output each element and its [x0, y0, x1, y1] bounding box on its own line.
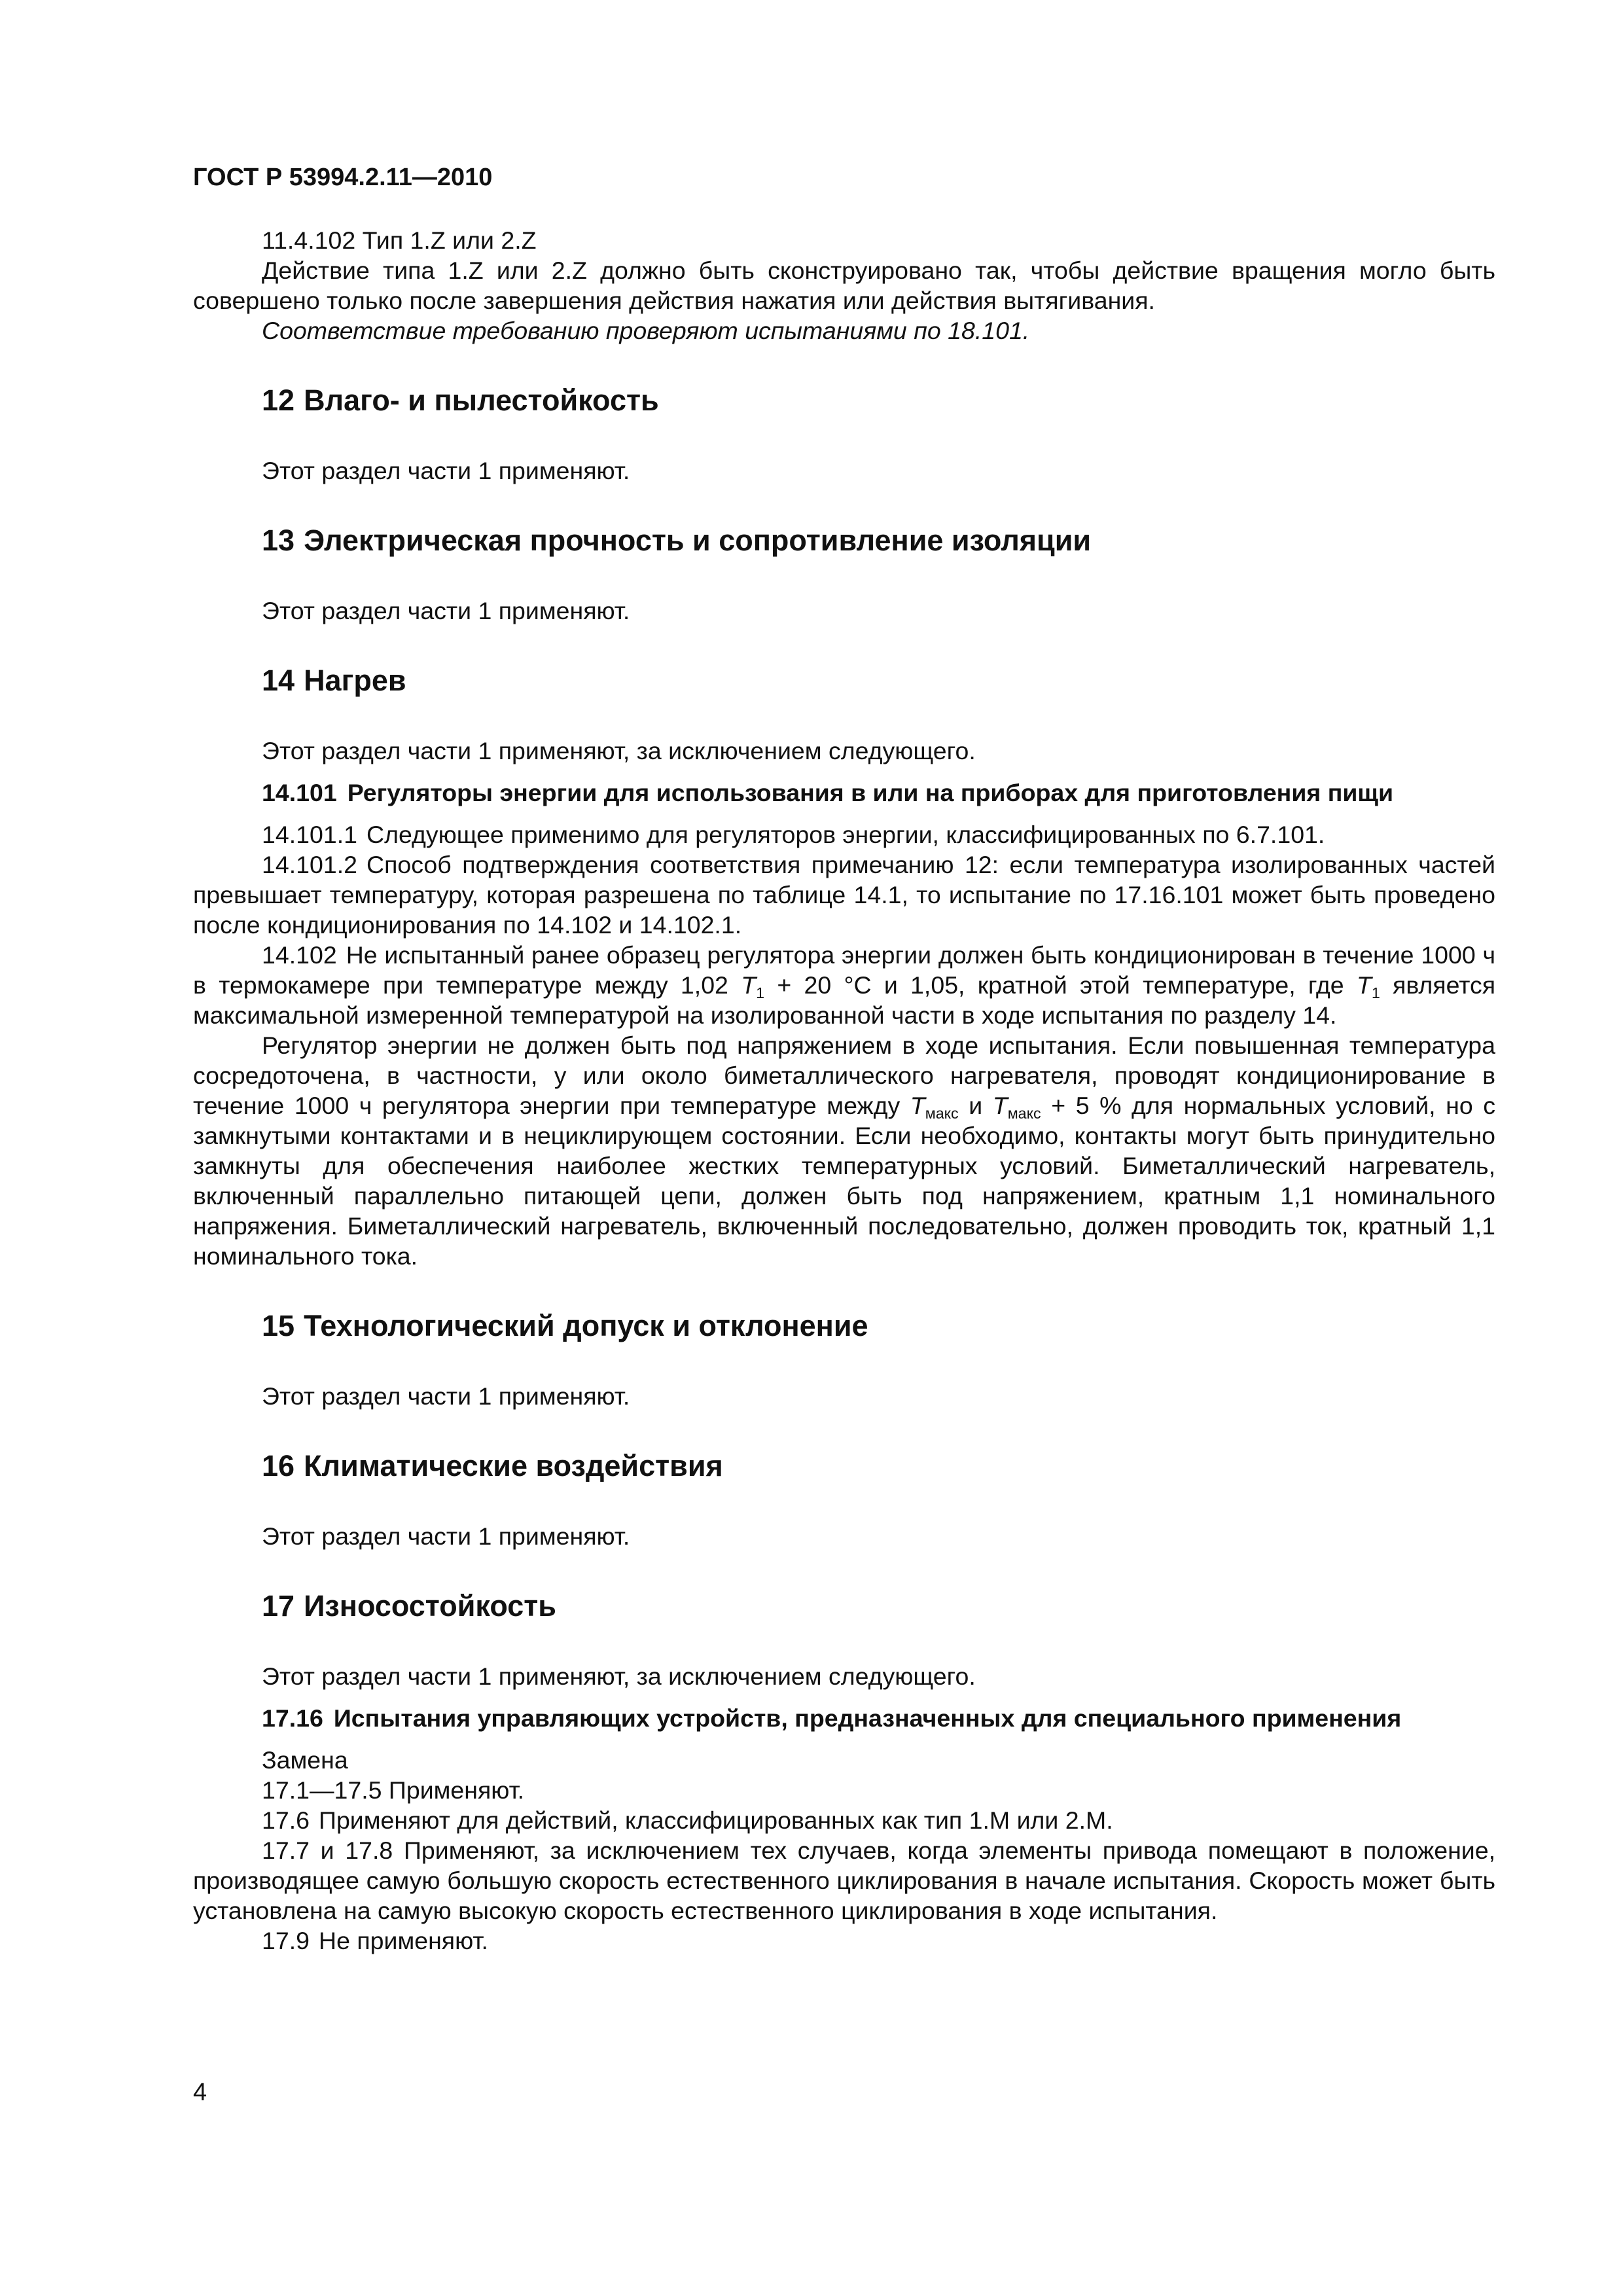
section-16-text: Этот раздел части 1 применяют. [262, 1522, 630, 1550]
clause-17-9-number: 17.9 [262, 1927, 310, 1954]
section-17-text: Этот раздел части 1 применяют, за исключением следующего. [262, 1662, 976, 1690]
clause-14-102 [193, 940, 1495, 1030]
symbol-tmax-subscript: макс [1007, 1104, 1041, 1122]
section-12-text: Этот раздел части 1 применяют. [262, 457, 630, 484]
symbol-t1: T [741, 971, 757, 999]
section-15-heading [193, 1308, 1495, 1344]
clause-17-9-text: Не применяют. [319, 1927, 488, 1954]
section-17-title: Износостойкость [304, 1589, 556, 1623]
section-15-text: Этот раздел части 1 применяют. [262, 1382, 630, 1410]
section-13-text: Этот раздел части 1 применяют. [262, 597, 630, 624]
section-15-number: 15 [262, 1309, 295, 1342]
clause-17-6-number: 17.6 [262, 1806, 310, 1834]
clause-14-102-p2-text-b: + 5 % для нормальных условий, но с замкнутыми контактами и в нециклирующем состоянии. Если необходимо, контакты могут быть принудительно замкнуты для обеспечения наиболее жестких температурных условий. Биметаллический нагреватель, включенный параллельно питающей цепи, должен быть под напряжением, кратным 1,1 номинального напряжения. Биметаллический нагреватель, включенный последовательно, должен проводить ток, кратный 1,1 номинального тока. [193, 1092, 1495, 1270]
clause-11-4-102-title: 11.4.102 Тип 1.Z или 2.Z [262, 226, 537, 254]
clause-14-102-p2-and: и [969, 1092, 983, 1119]
clause-17-16-heading [193, 1703, 1495, 1733]
clause-14-101-2 [193, 850, 1495, 940]
clause-11-4-102-text: Действие типа 1.Z или 2.Z должно быть сконструировано так, чтобы действие вращения могло быть совершено только после завершения действия нажатия или действия вытягивания. [193, 257, 1495, 314]
clause-14-101-1-number: 14.101.1 [262, 821, 357, 848]
clause-14-101-heading [193, 778, 1495, 808]
clause-17-9 [193, 1926, 1495, 1956]
section-12-title: Влаго- и пылестойкость [304, 384, 659, 417]
clause-17-16-replace: Замена [262, 1746, 348, 1774]
clause-14-101-number: 14.101 [262, 779, 337, 806]
clause-14-101-title: Регуляторы энергии для использования в или на приборах для приготовления пищи [347, 779, 1394, 806]
clause-17-7-17-8-number: 17.7 и 17.8 [262, 1837, 393, 1864]
section-14-title: Нагрев [304, 664, 406, 697]
clause-14-101-1-text: Следующее применимо для регуляторов энергии, классифицированных по 6.7.101. [366, 821, 1325, 848]
clause-14-101-1 [193, 819, 1495, 850]
section-13-number: 13 [262, 524, 295, 557]
clause-14-101-2-text: Способ подтверждения соответствия примечанию 12: если температура изолированных частей превышает температуру, которая разрешена по таблице 14.1, то испытание по 17.16.101 может быть проведено после кондиционирования по 14.102 и 14.102.1. [193, 851, 1495, 939]
document-body [193, 225, 1495, 1956]
clause-14-102-p2-text-a: Регулятор энергии не должен быть под напряжением в ходе испытания. Если повышенная температура сосредоточена, в частности, у или около биметаллического нагревателя, проводят кондиционирование в течение 1000 ч регулятора энергии при температуре между [193, 1031, 1495, 1119]
clause-17-6-text: Применяют для действий, классифицированных как тип 1.М или 2.М. [319, 1806, 1113, 1834]
clause-14-101-2-number: 14.101.2 [262, 851, 357, 878]
page-number: 4 [193, 2079, 207, 2106]
clause-14-102-paragraph-2 [193, 1030, 1495, 1271]
clause-17-16-title: Испытания управляющих устройств, предназначенных для специального применения [333, 1704, 1402, 1732]
clause-14-102-text-a: Не испытанный ранее образец регулятора энергии должен быть кондиционирован в течение 1000 ч в термокамере при температуре между 1,02 [193, 941, 1495, 999]
section-12-number: 12 [262, 384, 295, 417]
section-16-title: Климатические воздействия [304, 1449, 723, 1482]
section-14-number: 14 [262, 664, 295, 697]
section-14-text: Этот раздел части 1 применяют, за исключением следующего. [262, 737, 976, 764]
section-12-heading [193, 382, 1495, 419]
clause-17-6 [193, 1805, 1495, 1835]
clause-17-1-17-5: 17.1—17.5 Применяют. [262, 1776, 525, 1804]
standard-number-header: ГОСТ Р 53994.2.11—2010 [193, 164, 493, 191]
symbol-t1-subscript: 1 [756, 984, 765, 1001]
clause-11-4-102-check: Соответствие требованию проверяют испытаниями по 18.101. [262, 317, 1030, 344]
clause-14-102-text-c: является максимальной измеренной температурой на изолированной части в ходе испытания по разделу 14. [193, 971, 1496, 1029]
section-16-heading [193, 1448, 1495, 1484]
section-13-title: Электрическая прочность и сопротивление изоляции [304, 524, 1092, 557]
symbol-tmax-subscript: макс [925, 1104, 959, 1122]
section-13-heading [193, 522, 1495, 559]
symbol-t1-subscript: 1 [1371, 984, 1380, 1001]
clause-14-102-number: 14.102 [262, 941, 337, 969]
clause-17-7-17-8 [193, 1835, 1495, 1926]
symbol-tmax: T [992, 1092, 1008, 1119]
clause-17-7-17-8-text: Применяют, за исключением тех случаев, когда элементы привода помещают в положение, производящее самую большую скорость естественного циклирования в начале испытания. Скорость может быть установлена на самую высокую скорость естественного циклирования в ходе испытания. [193, 1837, 1496, 1924]
section-15-title: Технологический допуск и отклонение [304, 1309, 868, 1342]
symbol-tmax: T [910, 1092, 925, 1119]
section-16-number: 16 [262, 1449, 295, 1482]
clause-14-102-text-b: + 20 °С и 1,05, кратной этой температуре, где [777, 971, 1344, 999]
section-17-heading [193, 1588, 1495, 1624]
section-14-heading [193, 662, 1495, 699]
section-17-number: 17 [262, 1589, 295, 1623]
clause-17-16-number: 17.16 [262, 1704, 323, 1732]
symbol-t1: T [1356, 971, 1372, 999]
